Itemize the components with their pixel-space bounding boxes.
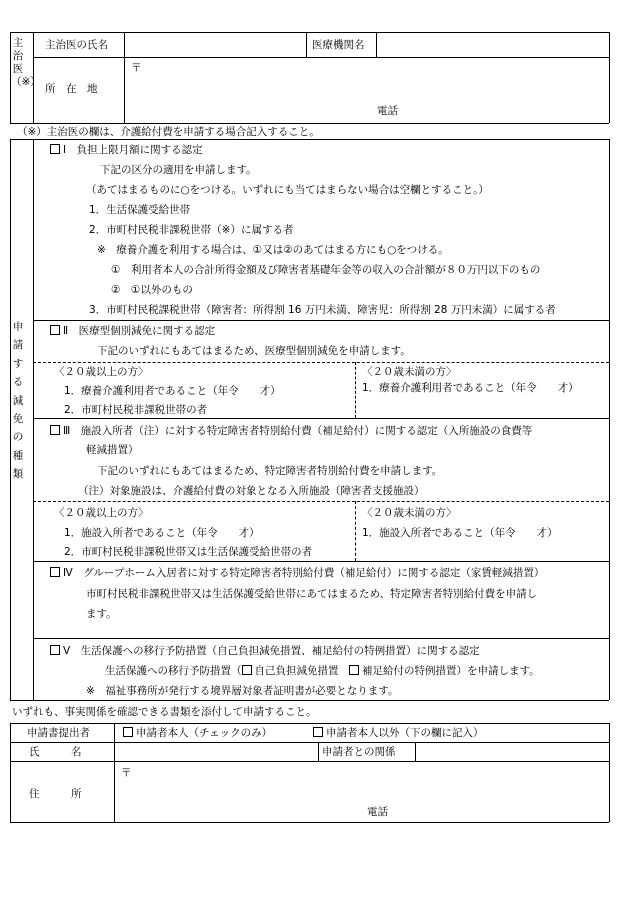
applicant-address-label: 住 所 bbox=[29, 788, 82, 800]
facility-name-label: 医療機関名 bbox=[312, 39, 365, 51]
sec3-left-head: 〈２０歳以上の方〉 bbox=[54, 507, 149, 519]
reduction-side-label: 申請する減免の種類 bbox=[12, 321, 24, 480]
sec3-title[interactable]: Ⅲ 施設入所者（注）に対する特定障害者特別給付費（補足給付）に関する認定（入所施設の食費等 bbox=[50, 425, 532, 438]
doctor-phone-label: 電話 bbox=[377, 105, 398, 117]
sec5-checkbox[interactable] bbox=[50, 645, 60, 655]
sec3-left2: 2．市町村民税非課税世帯又は生活保護受給世帯の者 bbox=[64, 546, 313, 558]
submitter-other-option[interactable]: 申請者本人以外（下の欄に記入） bbox=[313, 727, 484, 740]
sec5-line1: 生活保護への移行予防措置（ 自己負担減免措置 補足給付の特例措置）を申請します。 bbox=[105, 665, 540, 677]
sec4-checkbox[interactable] bbox=[50, 567, 60, 577]
sec1-line1: 下記の区分の適用を申請します。 bbox=[100, 164, 257, 176]
sec3-left1: 1．施設入所者であること（年令 才） bbox=[64, 527, 260, 539]
attach-note: いずれも、事実関係を確認できる書類を添付して申請すること。 bbox=[12, 706, 317, 718]
sec2-right-head: 〈２０歳未満の方〉 bbox=[362, 366, 457, 378]
submitter-label: 申請書提出者 bbox=[27, 727, 90, 739]
sec2-left-head: 〈２０歳以上の方〉 bbox=[54, 366, 149, 378]
sec2-left2: 2．市町村民税非課税世帯の者 bbox=[64, 404, 208, 416]
submitter-self-option[interactable]: 申請者本人（チェックのみ） bbox=[123, 727, 272, 740]
sec5-option1-checkbox[interactable] bbox=[242, 665, 252, 675]
sec3-note: （注）対象施設は、介護給付費の対象となる入所施設（障害者支援施設） bbox=[78, 485, 425, 497]
sec2-left1: 1．療養介護利用者であること（年令 才） bbox=[64, 385, 281, 397]
sec1-line2: （あてはまるものに○をつける。いずれにも当てはまらない場合は空欄とすること。） bbox=[86, 184, 489, 196]
applicant-name-label: 氏 名 bbox=[29, 746, 82, 758]
sec1-title[interactable]: Ⅰ 負担上限月額に関する認定 bbox=[50, 144, 203, 157]
sec4-line2: ます。 bbox=[86, 608, 117, 620]
sec4-title[interactable]: Ⅳ グループホーム入居者に対する特定障害者特別給付費（補足給付）に関する認定（家賃軽減措置） bbox=[50, 567, 544, 580]
sec2-line1: 下記のいずれにもあてはまるため、医療型個別減免を申請します。 bbox=[97, 345, 411, 357]
sec5-title[interactable]: Ⅴ 生活保護への移行予防措置（自己負担減免措置、補足給付の特例措置）に関する認定 bbox=[50, 645, 480, 658]
sec5-option2-checkbox[interactable] bbox=[349, 665, 359, 675]
sec1-item3: 3．市町村民税課税世帯（障害者：所得割 16 万円未満、障害児：所得割 28 万円未満）に属する者 bbox=[89, 304, 556, 316]
doctor-note: （※）主治医の欄は、介護給付費を申請する場合記入すること。 bbox=[17, 126, 320, 138]
relation-label: 申請者との関係 bbox=[322, 746, 396, 758]
sec2-checkbox[interactable] bbox=[50, 325, 60, 335]
sec5-note: ※ 福祉事務所が発行する境界層対象者証明書が必要となります。 bbox=[86, 685, 399, 697]
sec3-line1: 下記のいずれにもあてはまるため、特定障害者特別給付費を申請します。 bbox=[97, 465, 443, 477]
sec3-title2: 軽減措置） bbox=[86, 444, 139, 456]
sec2-right1: 1．療養介護利用者であること（年令 才） bbox=[362, 382, 579, 394]
sec1-sub2: ② ①以外のもの bbox=[111, 284, 193, 296]
submitter-other-checkbox[interactable] bbox=[313, 727, 323, 737]
sec3-right1: 1．施設入所者であること（年令 才） bbox=[362, 527, 558, 539]
doctor-name-label: 主治医の氏名 bbox=[45, 39, 108, 51]
doctor-postal-mark: 〒 bbox=[131, 62, 142, 74]
sec1-note1: ※ 療養介護を利用する場合は、①又は②のあてはまる方にも○をつける。 bbox=[97, 244, 449, 256]
sec1-checkbox[interactable] bbox=[50, 144, 60, 154]
submitter-self-checkbox[interactable] bbox=[123, 727, 133, 737]
sec3-right-head: 〈２０歳未満の方〉 bbox=[362, 507, 457, 519]
applicant-phone-label: 電話 bbox=[367, 806, 388, 818]
sec2-title[interactable]: Ⅱ 医療型個別減免に関する認定 bbox=[50, 325, 215, 338]
doctor-side-label: 主治医（※） bbox=[11, 37, 41, 89]
sec1-sub1: ① 利用者本人の合計所得金額及び障害者基礎年金等の収入の合計額が８０万円以下のもの bbox=[111, 264, 541, 276]
applicant-postal-mark: 〒 bbox=[121, 767, 132, 779]
doctor-address-label: 所 在 地 bbox=[45, 83, 98, 95]
sec1-item2: 2．市町村民税非課税世帯（※）に属する者 bbox=[89, 224, 294, 236]
sec1-item1: 1．生活保護受給世帯 bbox=[89, 204, 191, 216]
sec3-checkbox[interactable] bbox=[50, 425, 60, 435]
sec4-line1: 市町村民税非課税世帯又は生活保護受給世帯にあてはまるため、特定障害者特別給付費を申請し bbox=[86, 588, 538, 600]
